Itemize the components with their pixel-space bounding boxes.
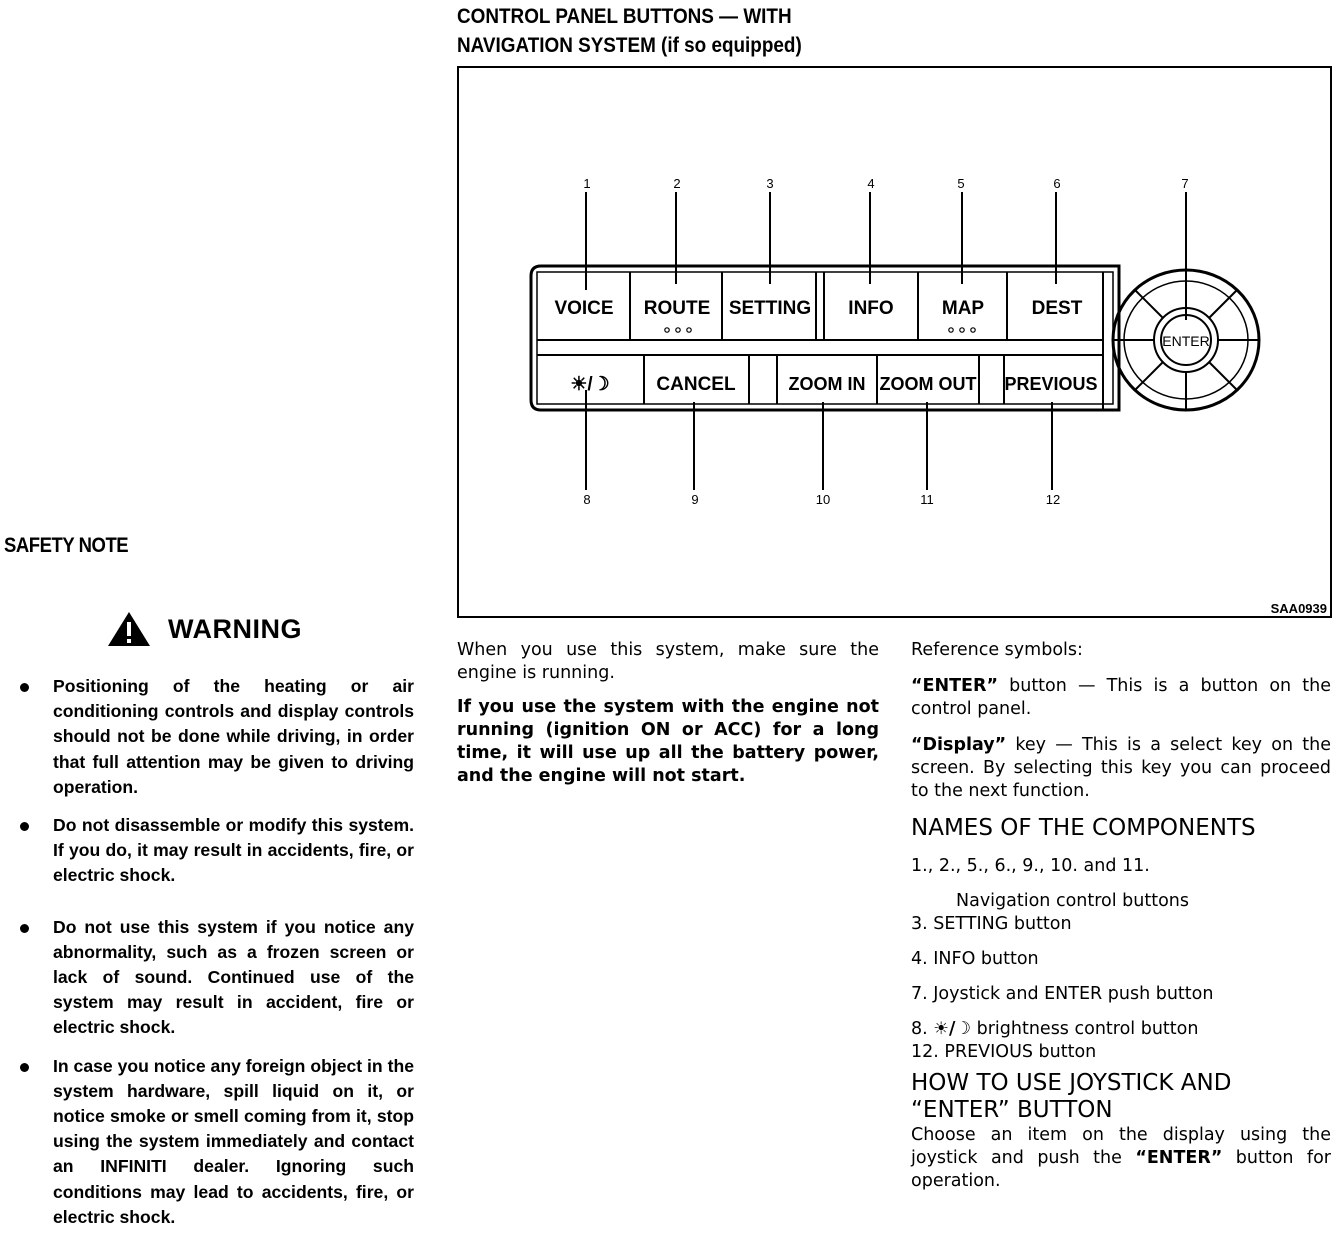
enter-reference xyxy=(911,675,1331,721)
figure-code: SAA0939 xyxy=(1270,601,1327,616)
heading-line-1: CONTROL PANEL BUTTONS — WITH xyxy=(457,5,792,28)
callout-10: 10 xyxy=(815,492,831,507)
bullet-dot-icon xyxy=(20,683,29,692)
joystick-spoke xyxy=(1135,362,1163,390)
howto-text xyxy=(911,1124,1331,1193)
zoom-in-button: ZOOM IN xyxy=(788,374,866,394)
right-column xyxy=(911,639,1331,1193)
sun-moon-icon: ☀/☽ xyxy=(933,1019,972,1039)
warning-text: In case you notice any foreign object in the system hardware, spill liquid on it, or notice smoke or smell coming from it, stop using the system immediately and contact an INFINITI dealer. Ignoring such conditions may lead to accidents, fire, or electric shock. xyxy=(53,1055,414,1227)
callout-6: 6 xyxy=(1053,176,1061,191)
voice-button: VOICE xyxy=(554,298,614,319)
setting-button: SETTING xyxy=(728,298,812,319)
callout-7: 7 xyxy=(1181,176,1189,191)
warning-list xyxy=(18,674,414,1243)
callout-5: 5 xyxy=(957,176,965,191)
callout-4: 4 xyxy=(867,176,875,191)
warning-triangle-icon xyxy=(106,610,152,648)
indicator-dot xyxy=(960,328,964,332)
engine-running-note: When you use this system, make sure the engine is running. xyxy=(457,640,879,683)
callout-12: 12 xyxy=(1045,492,1061,507)
enter-button-label: ENTER xyxy=(1162,333,1210,349)
joystick-spoke xyxy=(1209,290,1237,318)
brightness-button: ☀/☽ xyxy=(570,374,610,395)
component-desc: Navigation control buttons xyxy=(956,891,1190,911)
howto-post: button for operation. xyxy=(911,1148,1331,1191)
zoom-out-button: ZOOM OUT xyxy=(879,374,977,394)
control-panel-figure xyxy=(457,66,1332,618)
enter-desc: button — This is a button on the control panel. xyxy=(911,676,1331,719)
component-item: 12. PREVIOUS button xyxy=(911,1042,1097,1062)
indicator-dot xyxy=(971,328,975,332)
warning-header xyxy=(106,610,302,648)
previous-button: PREVIOUS xyxy=(1004,374,1098,394)
display-term: “Display” xyxy=(911,735,1007,755)
joystick-spoke xyxy=(1209,362,1237,390)
middle-column xyxy=(457,639,879,788)
bullet-dot-icon xyxy=(20,924,29,933)
warning-bullet xyxy=(18,1054,414,1230)
map-button: MAP xyxy=(941,298,985,319)
reference-symbols-label: Reference symbols: xyxy=(911,640,1083,660)
component-item: 3. SETTING button xyxy=(911,914,1072,934)
item8-num: 8. xyxy=(911,1019,934,1039)
item8-desc: brightness control button xyxy=(971,1019,1199,1039)
info-button: INFO xyxy=(848,298,894,319)
cancel-button: CANCEL xyxy=(656,374,736,395)
dest-button: DEST xyxy=(1031,298,1083,319)
warning-bullet xyxy=(18,674,414,800)
howto-pre: Choose an item on the display using the joystick and push the xyxy=(911,1125,1331,1168)
route-button: ROUTE xyxy=(643,298,711,319)
howto-heading-line-2: “ENTER” BUTTON xyxy=(911,1097,1113,1123)
warning-bullet xyxy=(18,915,414,1041)
heading-line-2: NAVIGATION SYSTEM (if so equipped) xyxy=(457,34,802,57)
indicator-dot xyxy=(687,328,691,332)
bullet-dot-icon xyxy=(20,1063,29,1072)
names-heading: NAMES OF THE COMPONENTS xyxy=(911,815,1256,841)
callout-2: 2 xyxy=(673,176,681,191)
indicator-dot xyxy=(676,328,680,332)
display-desc: key — This is a select key on the screen. By selecting this key you can proceed to the next function. xyxy=(911,735,1331,801)
callout-9: 9 xyxy=(691,492,699,507)
indicator-dot xyxy=(949,328,953,332)
joystick-spoke xyxy=(1135,290,1163,318)
display-reference xyxy=(911,734,1331,803)
component-item: 4. INFO button xyxy=(911,949,1039,969)
warning-text: Positioning of the heating or air conditioning controls and display controls should not be done while driving, in order that full attention may be given to driving operation. xyxy=(53,676,414,797)
callout-1: 1 xyxy=(583,176,591,191)
component-item: 1., 2., 5., 6., 9., 10. and 11. xyxy=(911,856,1150,876)
warning-label: WARNING xyxy=(168,613,302,644)
component-item: 7. Joystick and ENTER push button xyxy=(911,984,1214,1004)
callout-3: 3 xyxy=(766,176,774,191)
bullet-dot-icon xyxy=(20,822,29,831)
howto-enter: “ENTER” xyxy=(1135,1148,1223,1168)
indicator-dot xyxy=(665,328,669,332)
enter-term: “ENTER” xyxy=(911,676,998,696)
warning-bullet xyxy=(18,813,414,889)
battery-warning: If you use the system with the engine not running (ignition ON or ACC) for a long time, it will use up all the battery power, and the engine will not start. xyxy=(457,697,879,786)
howto-heading xyxy=(911,1070,1331,1124)
callout-8: 8 xyxy=(583,492,591,507)
safety-note-title: SAFETY NOTE xyxy=(4,534,129,557)
howto-heading-line-1: HOW TO USE JOYSTICK AND xyxy=(911,1070,1232,1096)
control-panel-diagram xyxy=(459,68,1330,616)
component-item xyxy=(911,1018,1331,1041)
callout-11: 11 xyxy=(920,492,934,507)
control-panel-heading xyxy=(457,2,802,60)
warning-text: Do not disassemble or modify this system. If you do, it may result in accidents, fire, or electric shock. xyxy=(53,815,414,886)
warning-text: Do not use this system if you notice any abnormality, such as a frozen screen or lack of sound. Continued use of the system may result in accident, fire or electric shock. xyxy=(53,916,414,1038)
